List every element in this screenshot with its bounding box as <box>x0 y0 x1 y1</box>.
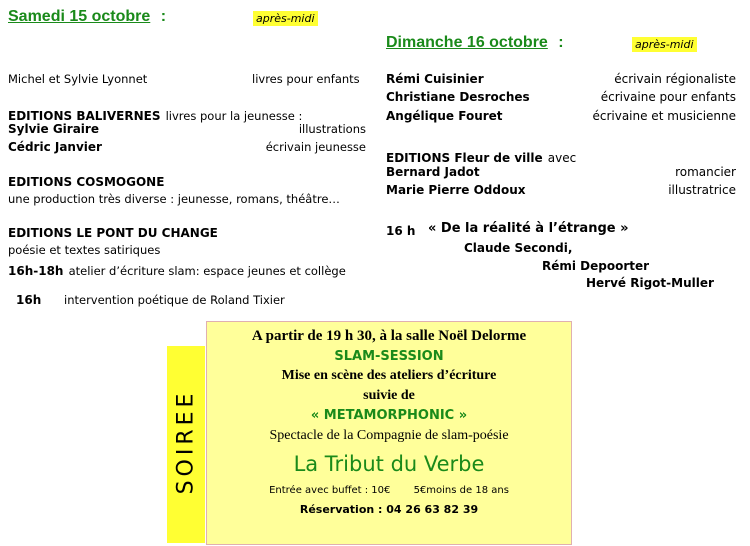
saturday-heading <box>8 8 166 26</box>
sat-publisher-desc: une production très diverse : jeunesse, romans, théâtre… <box>8 192 340 206</box>
sun-author-role: écrivaine et musicienne <box>592 109 736 123</box>
sunday-period-badge: après-midi <box>632 37 697 52</box>
sunday-heading <box>386 34 564 52</box>
soiree-show-title: « METAMORPHONIC » <box>310 408 468 423</box>
sat-entry-role: livres pour enfants <box>252 72 360 86</box>
saturday-date: Samedi 15 octobre <box>8 8 151 25</box>
sun-author-name: Christiane Desroches <box>386 90 530 104</box>
soiree-followed: suivie de <box>363 388 415 403</box>
sat-author-role: illustrations <box>298 122 366 136</box>
sat-talk-time: 16h <box>16 293 42 307</box>
sun-author-name: Rémi Cuisinier <box>386 72 484 86</box>
sat-publisher-name: EDITIONS BALIVERNES <box>8 109 161 123</box>
sun-author-name: Marie Pierre Oddoux <box>386 183 526 197</box>
soiree-price-adult: Entrée avec buffet : 10€ <box>269 485 391 496</box>
soiree-troupe: La Tribut du Verbe <box>293 452 485 476</box>
sat-workshop-time: 16h-18h <box>8 264 64 278</box>
soiree-price-youth: 5€moins de 18 ans <box>413 485 509 496</box>
soiree-company: Spectacle de la Compagnie de slam-poésie <box>269 428 509 443</box>
sun-talk-time: 16 h <box>386 224 416 238</box>
soiree-venue: A partir de 19 h 30, à la salle Noël Delorme <box>251 328 527 344</box>
soiree-slam-session: SLAM-SESSION <box>334 349 444 364</box>
sun-talk-speaker: Hervé Rigot-Muller <box>586 276 714 290</box>
soiree-vertical-label: SOIREE <box>173 389 199 495</box>
soiree-panel <box>206 321 572 545</box>
soiree-prices <box>207 485 571 496</box>
sun-talk-speaker: Claude Secondi, <box>464 241 573 255</box>
sat-publisher-name: EDITIONS LE PONT DU CHANGE <box>8 226 218 240</box>
sat-workshop-desc: atelier d’écriture slam: espace jeunes et collège <box>68 264 346 278</box>
sunday-date: Dimanche 16 octobre <box>386 34 548 51</box>
sun-publisher-name: EDITIONS Fleur de ville <box>386 151 543 165</box>
sat-author-name: Sylvie Giraire <box>8 122 99 136</box>
sun-author-role: écrivain régionaliste <box>614 72 736 86</box>
sat-publisher-detail: livres pour la jeunesse : <box>165 109 303 123</box>
sun-author-role: romancier <box>675 165 736 179</box>
sat-workshop-line <box>8 260 346 279</box>
sun-publisher-line <box>386 147 576 166</box>
soiree-staging: Mise en scène des ateliers d’écriture <box>281 368 497 383</box>
sat-entry-name: Michel et Sylvie Lyonnet <box>8 72 148 86</box>
sun-talk-title: « De la réalité à l’étrange » <box>428 221 629 236</box>
sat-publisher-desc: poésie et textes satiriques <box>8 243 161 257</box>
sun-author-role: illustratrice <box>668 183 736 197</box>
sat-publisher-name: EDITIONS COSMOGONE <box>8 175 165 189</box>
saturday-period-badge: après-midi <box>253 11 318 26</box>
sun-author-name: Angélique Fouret <box>386 109 503 123</box>
sun-publisher-detail: avec <box>547 151 577 165</box>
sunday-colon: : <box>558 34 564 51</box>
sat-author-name: Cédric Janvier <box>8 140 102 154</box>
sun-talk-speaker: Rémi Depoorter <box>542 259 650 273</box>
sat-author-role: écrivain jeunesse <box>265 140 366 154</box>
sat-talk-desc: intervention poétique de Roland Tixier <box>64 293 285 307</box>
sun-author-role: écrivaine pour enfants <box>600 90 736 104</box>
sun-author-name: Bernard Jadot <box>386 165 480 179</box>
saturday-colon: : <box>160 8 167 25</box>
soiree-reservation: Réservation : 04 26 63 82 39 <box>299 503 479 516</box>
